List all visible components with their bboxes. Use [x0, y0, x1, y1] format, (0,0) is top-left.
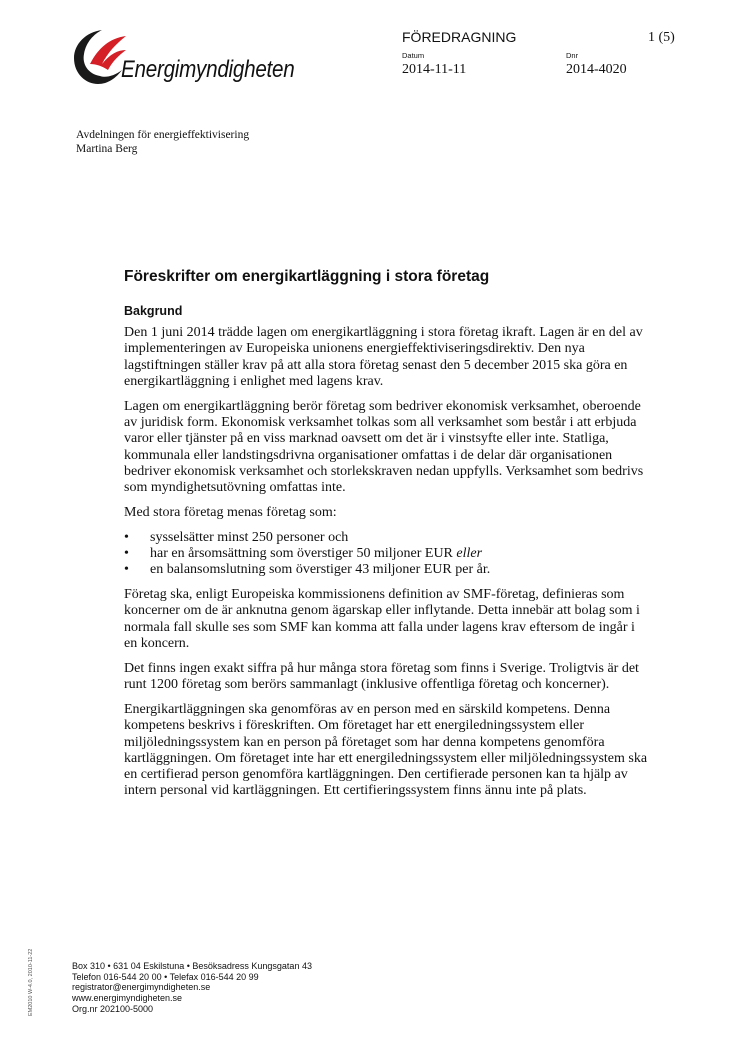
emphasis-text: eller — [456, 546, 483, 562]
paragraph: Det finns ingen exakt siffra på hur många stora företag som finns i Sverige. Troligtvis är det runt 1200 företag som berörs sammanlagt (inklusive offentliga företag och koncerner). — [124, 660, 639, 693]
date-label: Datum — [402, 51, 425, 60]
paragraph: Energikartläggningen ska genomföras av en person med en särskild kompetens. Denna kompetens beskrivs i föreskriften. Om företaget har ett energiledningssystem eller miljöledningssystem kan en person på företaget som har denna kompetens genomföra kartläggningen. Om företaget inte har ett energiledningssystem eller miljöledningssystem ska en certifierad person genomföra kartläggningen. Den certifierade personen kan ta hjälp av intern personal vid kartläggningen. Ett certifieringssystem finns ännu inte på plats. — [124, 701, 648, 799]
footer-address: Box 310 • 631 04 Eskilstuna • Besöksadress Kungsgatan 43 — [72, 961, 312, 971]
dnr-value: 2014-4020 — [566, 62, 627, 77]
footer-website: www.energimyndigheten.se — [72, 993, 183, 1004]
footer-phone: Telefon 016-544 20 00 • Telefax 016-544 20 99 — [72, 971, 259, 982]
document-body — [124, 325, 649, 808]
logo-wordmark: Energimyndigheten — [121, 56, 295, 83]
template-code: EM2010 W-4.0, 2010-11-22 — [28, 948, 34, 1016]
footer — [72, 961, 312, 1015]
paragraph: Den 1 juni 2014 trädde lagen om energikartläggning i stora företag ikraft. Lagen är en del av implementeringen av Europeiska unionens energieffektiviseringsdirektiv. Den nya lagstiftningen ställer krav på att alla stora företag senast den 5 december 2015 ska göra en energikartläggning i enlighet med lagens krav. — [124, 325, 643, 389]
document-title: Föreskrifter om energikartläggning i stora företag — [124, 268, 490, 285]
list-item: • sysselsätter minst 250 personer och — [147, 530, 649, 546]
document-type: FÖREDRAGNING — [402, 29, 517, 45]
page-number: 1 (5) — [648, 30, 675, 45]
dnr-label: Dnr — [566, 51, 579, 60]
paragraph: Företag ska, enligt Europeiska kommissionens definition av SMF-företag, definieras som koncerner om de är anknutna genom ägarskap eller inflytande. Detta innebär att bolag som i normala fall skulle ses som SMF kan komma att falla under lagens krav eftersom de ingår i en koncern. — [124, 587, 640, 652]
list-item: • en balansomslutning som överstiger 43 miljoner EUR per år. — [147, 562, 649, 578]
section-heading: Bakgrund — [124, 304, 183, 318]
sender-department: Avdelningen för energieffektivisering — [76, 129, 250, 141]
paragraph: Med stora företag menas företag som: — [124, 504, 337, 520]
footer-org-number: Org.nr 202100-5000 — [72, 1003, 154, 1014]
paragraph: Lagen om energikartläggning berör företag som bedriver ekonomisk verksamhet, oberoende av juridisk form. Ekonomisk verksamhet tolkas som all verksamhet som består i att erbjuda varor eller tjänster på en viss marknad oavsett om det är i vinstsyfte eller inte. Statliga, kommunala eller landstingsdrivna organisationer omfattas i de delar där organisationen bedriver ekonomisk verksamhet och storlekskraven nedan uppfylls. Verksamhet som bedrivs som myndighetsutövning omfattas inte. — [124, 398, 644, 496]
list-item: • har en årsomsättning som överstiger 50 miljoner EUR eller — [147, 546, 649, 562]
date-value: 2014-11-11 — [402, 62, 467, 77]
footer-email: registrator@energimyndigheten.se — [72, 982, 211, 993]
sender-block — [76, 128, 249, 156]
sender-name: Martina Berg — [76, 143, 138, 155]
criteria-list — [124, 530, 649, 579]
